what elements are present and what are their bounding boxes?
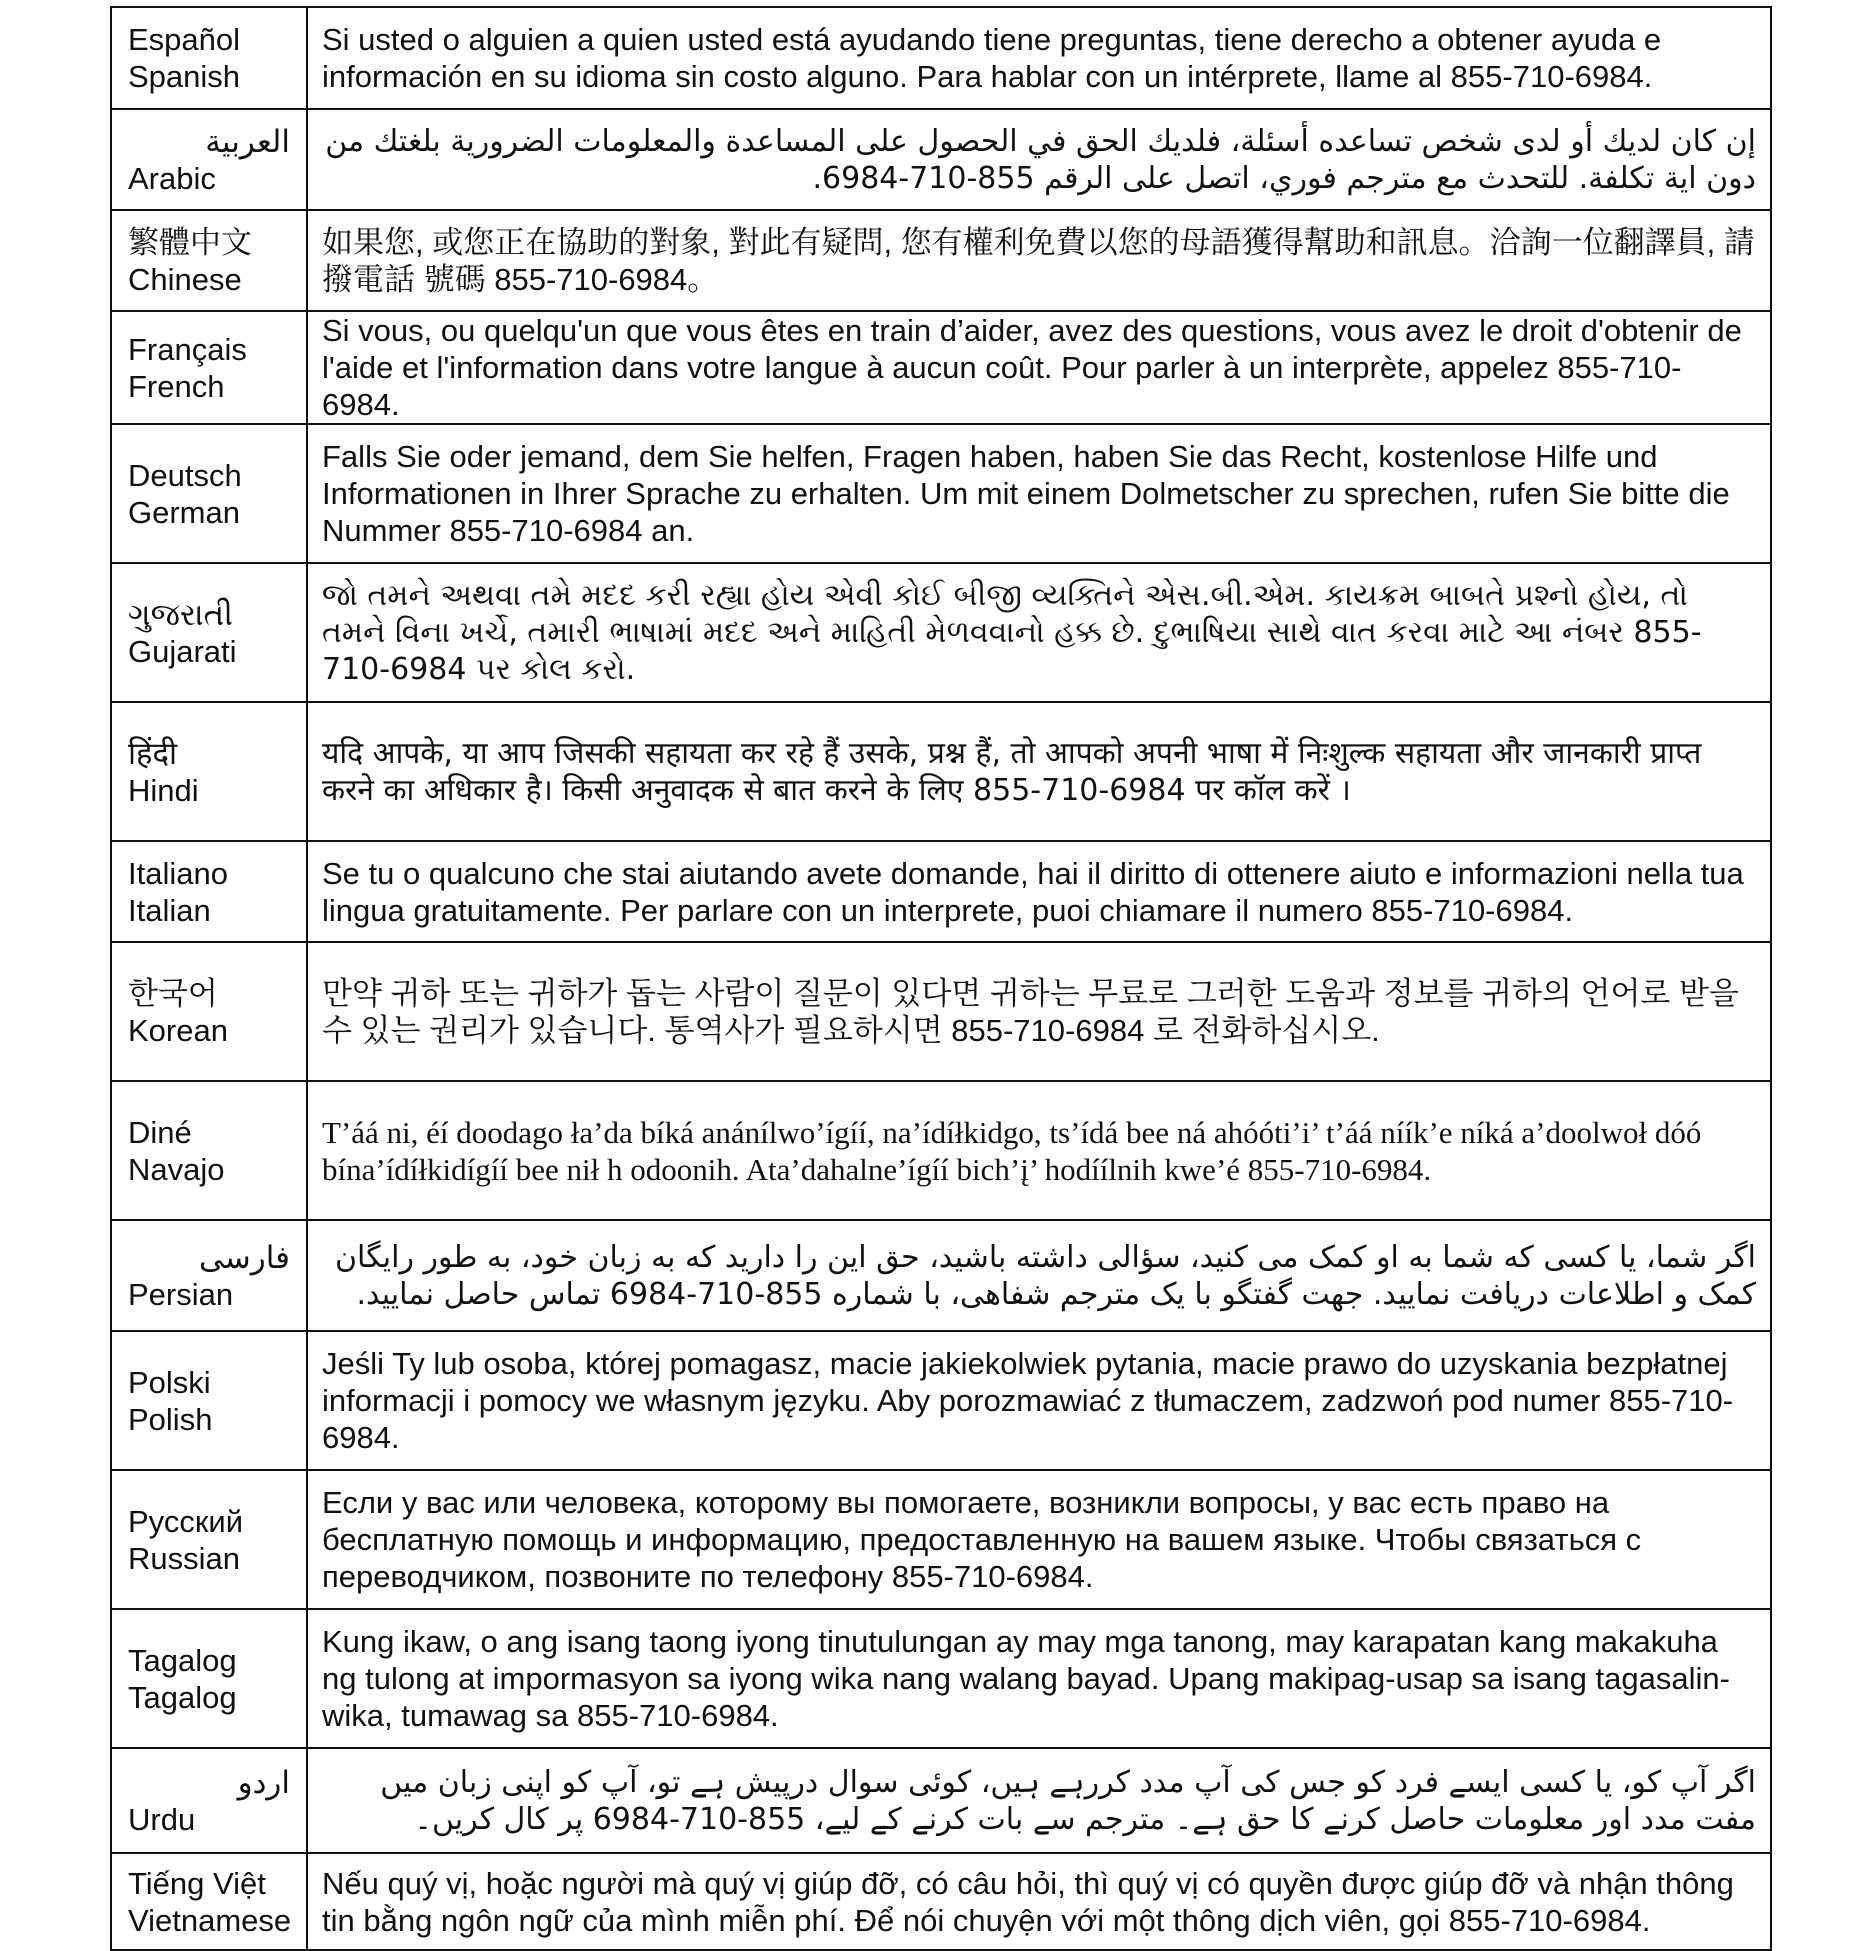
- language-name-cell: [111, 1470, 307, 1609]
- language-name-cell: [111, 109, 307, 210]
- notice-text: Nếu quý vị, hoặc người mà quý vị giúp đỡ, có câu hỏi, thì quý vị có quyền được giúp đỡ và nhận thông tin bằng ngôn ngữ của mình miễn phí. Để nói chuyện với một thông dịch viên, gọi 855-710-6984.: [322, 1865, 1734, 1938]
- table-row-korean: [111, 942, 1771, 1081]
- native-language-name: Italiano: [128, 855, 228, 891]
- english-language-name: Navajo: [128, 1151, 225, 1187]
- table-row-chinese: [111, 210, 1771, 311]
- table-row-spanish: [111, 7, 1771, 109]
- notice-cell: [307, 563, 1771, 702]
- notice-cell: [307, 841, 1771, 942]
- english-language-name: Gujarati: [128, 633, 237, 669]
- language-name-cell: [111, 942, 307, 1081]
- english-language-name: German: [128, 494, 240, 530]
- notice-text: 만약 귀하 또는 귀하가 돕는 사람이 질문이 있다면 귀하는 무료로 그러한 도움과 정보를 귀하의 언어로 받을 수 있는 권리가 있습니다. 통역사가 필요하시면 855-710-6984 로 전화하십시오.: [322, 975, 1739, 1048]
- native-language-name: Français: [128, 331, 247, 367]
- native-language-name: Español: [128, 22, 241, 57]
- table-row-german: [111, 424, 1771, 563]
- notice-text: Si usted o alguien a quien usted está ayudando tiene preguntas, tiene derecho a obtener ayuda e información en su idioma sin costo alguno. Para hablar con un intérprete, llame al 855-710-6984.: [322, 22, 1662, 94]
- notice-text: Se tu o qualcuno che stai aiutando avete domande, hai il diritto di ottenere aiuto e informazioni nella tua lingua gratuitamente. Per parlare con un interprete, puoi chiamare il numero 855-710-6984.: [322, 855, 1744, 928]
- native-language-name: ગુજરાતી: [128, 596, 233, 632]
- english-language-name: Tagalog: [128, 1679, 237, 1715]
- table-row-italian: [111, 841, 1771, 942]
- native-language-name: Tagalog: [128, 1642, 237, 1678]
- language-name-cell: [111, 210, 307, 311]
- english-language-name: Hindi: [128, 772, 199, 808]
- table-row-arabic: [111, 109, 1771, 210]
- table-row-russian: [111, 1470, 1771, 1609]
- native-language-name: Русский: [128, 1503, 244, 1539]
- notice-text: જો તમને અથવા તમે મદદ કરી રહ્યા હોય એવી કોઈ બીજી વ્યક્તિને એસ.બી.એમ. કાયક્રમ બાબતે પ્રશ્નો હોય, તો તમને વિના ખર્ચે, તમારી ભાષામાં મદદ અને માહિતી મેળવવાનો હક્ક છે. દુભાષિયા સાથે વાત કરવા માટે આ નંબર 855-710-6984 પર કોલ કરો.: [322, 578, 1702, 687]
- notice-cell: [307, 424, 1771, 563]
- notice-text: Jeśli Ty lub osoba, której pomagasz, macie jakiekolwiek pytania, macie prawo do uzyskania bezpłatnej informacji i pomocy we własnym języku. Aby porozmawiać z tłumaczem, zadzwoń pod numer 855-710-6984.: [322, 1346, 1734, 1455]
- notice-cell: [307, 942, 1771, 1081]
- language-name-cell: [111, 1748, 307, 1853]
- notice-text: यदि आपके, या आप जिसकी सहायता कर रहे हैं उसके, प्रश्न हैं, तो आपको अपनी भाषा में निःशुल्क सहायता और जानकारी प्राप्त करने का अधिकार है। किसी अनुवादक से बात करने के लिए 855-710-6984 पर कॉल करें ।: [322, 735, 1702, 808]
- notice-text: 如果您, 或您正在協助的對象, 對此有疑問, 您有權利免費以您的母語獲得幫助和訊息。洽詢一位翻譯員, 請撥電話 號碼 855-710-6984。: [322, 224, 1755, 297]
- table-row-vietnamese: [111, 1853, 1771, 1950]
- native-language-name: 繁體中文: [128, 224, 252, 260]
- notice-cell: [307, 1470, 1771, 1609]
- notice-cell: [307, 1609, 1771, 1748]
- english-language-name: Spanish: [128, 59, 241, 94]
- native-language-name: Diné: [128, 1114, 192, 1150]
- english-language-name: Korean: [128, 1012, 228, 1048]
- language-name-cell: [111, 424, 307, 563]
- notice-cell: [307, 1081, 1771, 1220]
- english-language-name: Polish: [128, 1401, 213, 1437]
- native-language-name: 한국어: [128, 975, 218, 1011]
- language-name-cell: [111, 1081, 307, 1220]
- notice-text: اگر آپ کو، یا کسی ایسے فرد کو جس کی آپ مدد کررہے ہیں، کوئی سوال درپیش ہے تو، آپ کو اپنی زبان میں مفت مدد اور معلومات حاصل کرنے کا حق ہے۔ مترجم سے بات کرنے کے لیے، 855-710-6984 پر کال کریں۔: [380, 1764, 1756, 1837]
- notice-cell: [307, 109, 1771, 210]
- table-row-polish: [111, 1331, 1771, 1470]
- english-language-name: Persian: [128, 1276, 234, 1312]
- language-name-cell: [111, 841, 307, 942]
- language-name-cell: [111, 311, 307, 424]
- notice-cell: [307, 1853, 1771, 1950]
- language-name-cell: [111, 1331, 307, 1470]
- table-row-gujarati: [111, 563, 1771, 702]
- language-name-cell: [111, 1609, 307, 1748]
- notice-text: T’áá ni, éí doodago ła’da bíká anánílwo’ígíí, na’ídíłkidgo, ts’ídá bee ná ahóóti’i’ t’áá níík’e níká a’doolwoł dóó bína’ídíłkidígíí bee nił h odoonih. Ata’dahalne’ígíí bich’į’ hodíílnih kwe’é 855-710-6984.: [322, 1114, 1702, 1187]
- native-language-name: हिंदी: [128, 735, 177, 771]
- notice-cell: [307, 7, 1771, 109]
- notice-cell: [307, 1748, 1771, 1853]
- language-name-cell: [111, 7, 307, 109]
- notice-cell: [307, 210, 1771, 311]
- english-language-name: Italian: [128, 892, 211, 928]
- notice-text: اگر شما، یا کسی که شما به او کمک می کنید، سؤالی داشته باشید، حق این را دارید که به زبان خود، به طور رایگان کمک و اطلاعات دریافت نمایید. جهت گفتگو با یک مترجم شفاهی، با شماره 855-710-6984 تماس حاصل نمایید.: [335, 1239, 1756, 1312]
- language-name-cell: [111, 1853, 307, 1950]
- notice-text: Falls Sie oder jemand, dem Sie helfen, Fragen haben, haben Sie das Recht, kostenlose Hilfe und Informationen in Ihrer Sprache zu erhalten. Um mit einem Dolmetscher zu sprechen, rufen Sie bitte die Nummer 855-710-6984 an.: [322, 439, 1730, 548]
- notice-text: Kung ikaw, o ang isang taong iyong tinutulungan ay may mga tanong, may karapatan kang makakuha ng tulong at impormasyon sa iyong wika nang walang bayad. Upang makipag-usap sa isang tagasalin-wika, tumawag sa 855-710-6984.: [322, 1624, 1730, 1733]
- english-language-name: Urdu: [128, 1801, 196, 1837]
- notice-cell: [307, 311, 1771, 424]
- english-language-name: Russian: [128, 1540, 240, 1576]
- native-language-name: اردو: [237, 1764, 290, 1800]
- english-language-name: Chinese: [128, 261, 242, 297]
- language-name-cell: [111, 563, 307, 702]
- table-row-persian: [111, 1220, 1771, 1331]
- native-language-name: Tiếng Việt: [128, 1865, 266, 1901]
- english-language-name: Vietnamese: [128, 1902, 292, 1938]
- notice-text: Si vous, ou quelqu'un que vous êtes en train d’aider, avez des questions, vous avez le droit d'obtenir de l'aide et l'information dans votre langue à aucun coût. Pour parler à un interprète, appelez 855-710-6984.: [322, 313, 1742, 422]
- notice-cell: [307, 1220, 1771, 1331]
- english-language-name: French: [128, 368, 225, 404]
- language-name-cell: [111, 1220, 307, 1331]
- native-language-name: Polski: [128, 1364, 211, 1400]
- native-language-name: فارسی: [198, 1239, 290, 1275]
- notice-cell: [307, 1331, 1771, 1470]
- english-language-name: Arabic: [128, 160, 216, 196]
- table-row-navajo: [111, 1081, 1771, 1220]
- table-row-tagalog: [111, 1609, 1771, 1748]
- language-name-cell: [111, 702, 307, 841]
- table-row-hindi: [111, 702, 1771, 841]
- notice-text: Если у вас или человека, которому вы помогаете, возникли вопросы, у вас есть право на бесплатную помощь и информацию, предоставленную на вашем языке. Чтобы связаться с переводчиком, позвоните по телефону 855-710-6984.: [322, 1485, 1642, 1594]
- language-assistance-table: [110, 6, 1772, 1951]
- notice-cell: [307, 702, 1771, 841]
- native-language-name: العربية: [205, 123, 290, 159]
- native-language-name: Deutsch: [128, 457, 242, 493]
- table-row-urdu: [111, 1748, 1771, 1853]
- table-row-french: [111, 311, 1771, 424]
- notice-text: إن كان لديك أو لدى شخص تساعده أسئلة، فلديك الحق في الحصول على المساعدة والمعلومات الضرورية بلغتك من دون اية تكلفة. للتحدث مع مترجم فوري، اتصل على الرقم 855-710-6984.: [325, 123, 1756, 196]
